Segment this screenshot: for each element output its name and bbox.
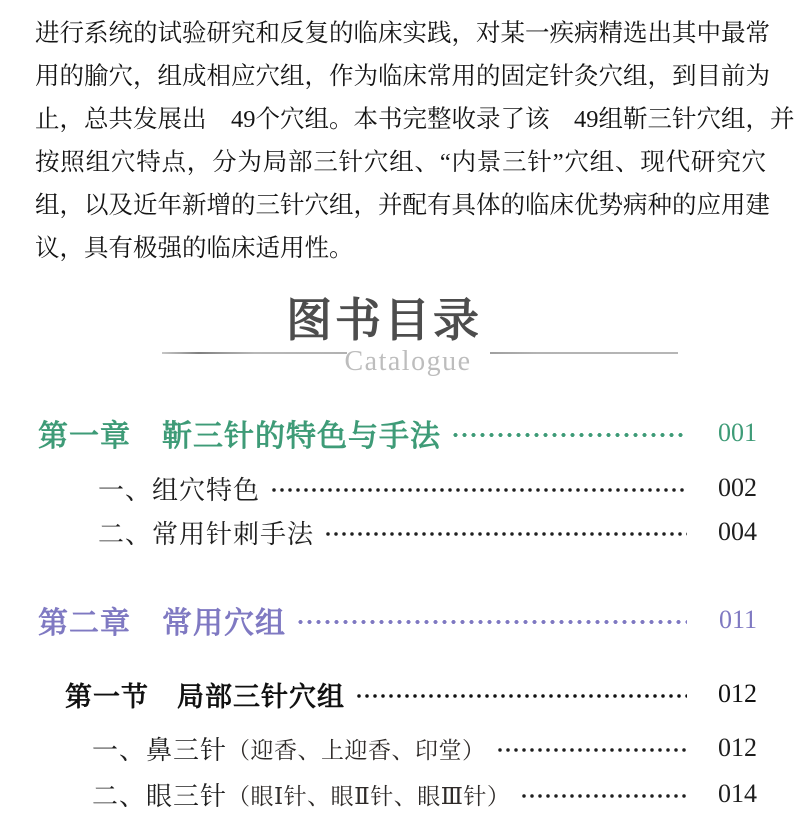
toc-paren-detail: （迎香、上迎香、印堂） — [227, 737, 486, 763]
page-title: 图书目录 — [286, 294, 482, 346]
toc-label: 一、鼻三针 — [92, 735, 228, 765]
toc-paren-detail: （眼Ⅰ针、眼Ⅱ针、眼Ⅲ针） — [227, 783, 511, 809]
intro-line: 止，总共发展出 49个穴组。本书完整收录了该 49组靳三针穴组，并 — [35, 106, 795, 133]
toc-row-item-1 — [0, 730, 757, 766]
intro-line: 议，具有极强的临床适用性。 — [35, 235, 354, 262]
toc-label: 一、组穴特色 — [98, 475, 261, 505]
dot-leader — [270, 486, 687, 494]
page-subtitle: Catalogue — [344, 346, 472, 377]
intro-line: 组，以及近年新增的三针穴组，并配有具体的临床优势病种的应用建 — [35, 192, 770, 219]
page-number: 002 — [718, 473, 757, 502]
intro-paragraph — [35, 12, 795, 270]
page-number: 011 — [718, 605, 757, 634]
toc-label: 第一章 靳三针的特色与手法 — [38, 420, 441, 453]
toc-label: 第一节 局部三针穴组 — [65, 681, 345, 712]
dot-leader — [324, 530, 687, 538]
toc-label: 第二章 常用穴组 — [38, 607, 286, 640]
toc-row-item-2 — [0, 776, 757, 812]
dot-leader — [496, 746, 687, 754]
intro-line: 按照组穴特点，分为局部三针穴组、“内景三针”穴组、现代研究穴 — [35, 149, 766, 176]
toc-label: 二、眼三针 — [92, 781, 228, 811]
page-number: 012 — [718, 679, 757, 708]
toc-row-sub-2 — [0, 514, 757, 550]
dot-leader — [296, 618, 687, 626]
page-number: 014 — [718, 779, 757, 808]
page-number: 001 — [718, 418, 757, 447]
page-number: 012 — [718, 733, 757, 762]
toc-row-chapter-1 — [0, 415, 757, 451]
dot-leader — [355, 692, 687, 700]
dot-leader — [520, 792, 687, 800]
dot-leader — [451, 431, 687, 439]
toc-label: 二、常用针刺手法 — [98, 519, 315, 549]
intro-line: 进行系统的试验研究和反复的临床实践，对某一疾病精选出其中最常 — [35, 20, 770, 47]
toc-row-section-1 — [0, 676, 757, 712]
intro-line: 用的腧穴，组成相应穴组，作为临床常用的固定针灸穴组，到目前为 — [35, 63, 770, 90]
toc-row-sub-1 — [0, 470, 757, 506]
page-number: 004 — [718, 517, 757, 546]
toc-row-chapter-2 — [0, 602, 757, 638]
